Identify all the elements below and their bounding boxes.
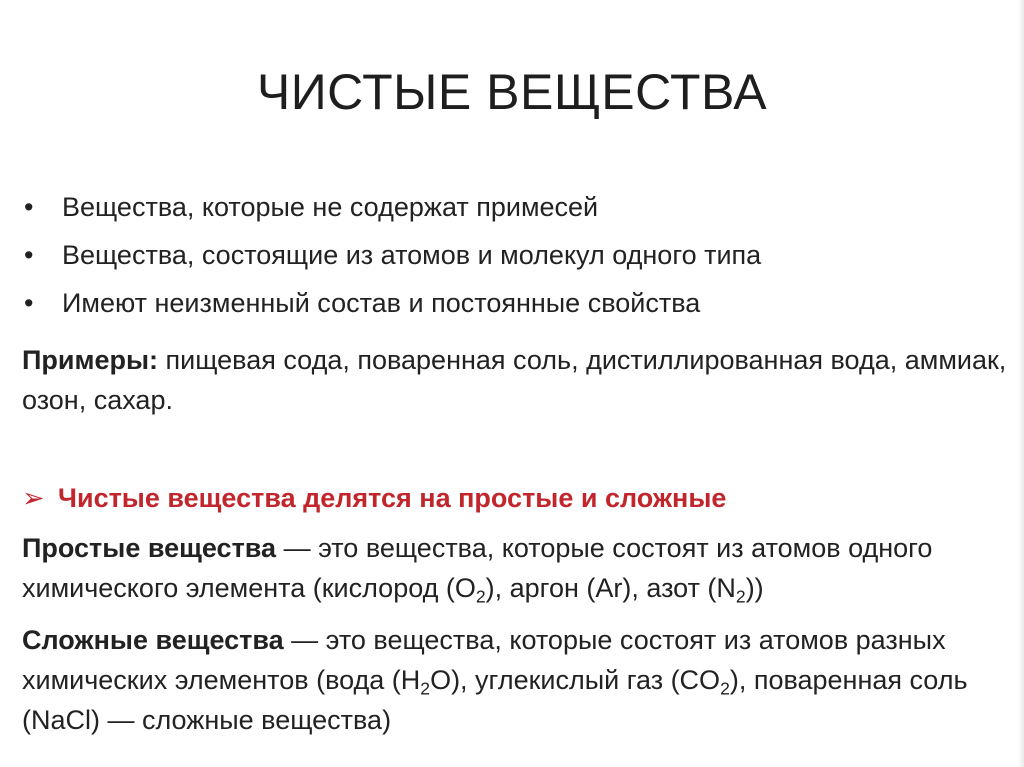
complex-substances-paragraph bbox=[22, 620, 1012, 740]
simple-subscript-2: 2 bbox=[735, 586, 746, 607]
complex-subscript-1: 2 bbox=[420, 678, 431, 699]
bullet-dot-icon: • bbox=[24, 192, 34, 222]
simple-text-2: ), аргон (Ar), азот (N bbox=[485, 573, 736, 603]
bullet-text: Вещества, которые не содержат примесей bbox=[62, 192, 599, 222]
bullet-list bbox=[22, 190, 761, 334]
complex-subscript-2: 2 bbox=[720, 678, 730, 699]
division-text: Чистые вещества делятся на простые и сложные bbox=[58, 483, 727, 513]
bullet-item bbox=[22, 286, 761, 320]
simple-subscript-1: 2 bbox=[475, 586, 486, 607]
simple-text-3: )) bbox=[745, 573, 764, 603]
examples-paragraph bbox=[22, 340, 1012, 420]
complex-text-3: ), поваренная соль (NaCl) — сложные вещества) bbox=[22, 665, 968, 735]
division-heading bbox=[22, 478, 726, 518]
complex-term: Сложные вещества bbox=[22, 625, 284, 655]
bullet-item bbox=[22, 190, 761, 224]
bullet-dot-icon: • bbox=[24, 240, 34, 270]
complex-text-1: — это вещества, которые состоят из атомов разных химических элементов (вода (H bbox=[22, 625, 946, 695]
simple-text-1: — это вещества, которые состоят из атомов одного химического элемента (кислород (O bbox=[22, 533, 933, 603]
arrow-bullet-icon: ➢ bbox=[22, 483, 45, 513]
simple-term: Простые вещества bbox=[22, 533, 277, 563]
examples-text: пищевая сода, поваренная соль, дистиллированная вода, аммиак, озон, сахар. bbox=[22, 345, 1007, 415]
slide-title: ЧИСТЫЕ ВЕЩЕСТВА bbox=[256, 64, 768, 120]
complex-text-2: O), углекислый газ (CO bbox=[430, 665, 721, 695]
examples-label: Примеры: bbox=[22, 345, 159, 375]
bullet-text: Вещества, состоящие из атомов и молекул одного типа bbox=[62, 240, 762, 270]
bullet-text: Имеют неизменный состав и постоянные свойства bbox=[62, 288, 701, 318]
simple-substances-paragraph bbox=[22, 528, 1012, 608]
bullet-dot-icon: • bbox=[24, 288, 34, 318]
bullet-item bbox=[22, 238, 761, 272]
